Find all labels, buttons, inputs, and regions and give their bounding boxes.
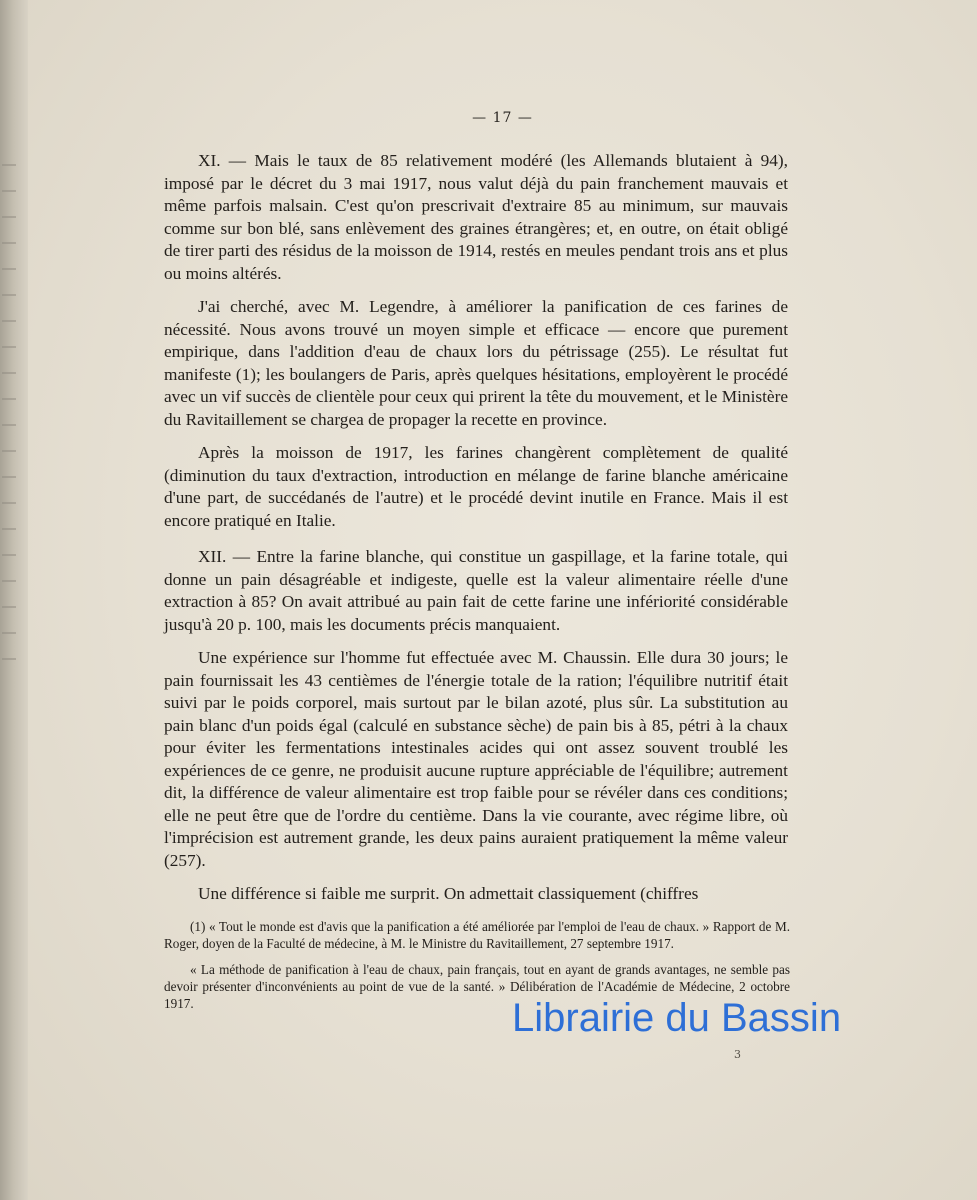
body-text <box>164 136 788 917</box>
book-spine <box>0 0 28 1200</box>
paragraph-section-xii: XII. — Entre la farine blanche, qui constitue un gaspillage, et la farine totale, qui donne un pain désagréable et indigeste, quelle est la valeur alimentaire réelle d'une extraction à 85? On avait attribué au pain fait de cette farine une infériorité considérable jusqu'à 20 p. 100, mais les documents précis manquaient. <box>164 547 788 634</box>
paragraph-moisson-1917: Après la moisson de 1917, les farines changèrent complètement de qualité (diminution du taux d'extraction, introduction en mélange de farine blanche américaine d'une part, de succédanés de l'autre) et le procédé devint inutile en France. Mais il est encore pratiqué en Italie. <box>164 443 788 530</box>
paragraph-difference: Une différence si faible me surprit. On admettait classiquement (chiffres <box>198 884 699 903</box>
footnote-2: « La méthode de panification à l'eau de chaux, pain français, tout en ayant de grands avantages, ne semble pas devoir présenter d'inconvénients au point de vue de la santé. » Délibération de l'Académie de Médecine, 2 octobre 1917. <box>164 962 790 1011</box>
paragraph-experience: Une expérience sur l'homme fut effectuée avec M. Chaussin. Elle dura 30 jours; le pain fournissait les 43 centièmes de l'énergie totale de la ration; l'équilibre nutritif était suivi par le poids corporel, mais surtout par le bilan azoté, plus sûr. La substitution au pain blanc d'un poids égal (calculé en substance sèche) de pain bis à 85, pétri à la chaux pour éviter les fermentations intestinales acides qui ont assez souvent troublé les expériences de ce genre, ne produisit aucune rupture appréciable de l'équilibre; autrement dit, la différence de valeur alimentaire est trop faible pour se révéler dans ces conditions; elle ne peut être que de l'ordre du centième. Dans la vie courante, avec régime libre, où l'imprécision est autrement grande, les deux pains auraient pratiquement la même valeur (257). <box>164 648 788 870</box>
paragraph-section-xi: XI. — Mais le taux de 85 relativement modéré (les Allemands blutaient à 94), imposé par le décret du 3 mai 1917, nous valut déjà du pain franchement mauvais et même parfois malsain. C'est qu'on prescrivait d'extraire 85 au minimum, sur mauvais comme sur bon blé, sans enlèvement des graines étrangères; et, en outre, on était obligé de tirer parti des résidus de la moisson de 1914, restés en meules pendant trois ans et plus ou moins altérés. <box>164 151 788 283</box>
page-number: — 17 — <box>472 110 533 126</box>
watermark: Librairie du Bassin <box>512 996 842 1040</box>
spine-marks <box>2 150 16 670</box>
footnote-1: (1) « Tout le monde est d'avis que la panification a été améliorée par l'emploi de l'eau de chaux. » Rapport de M. Roger, doyen de la Faculté de médecine, à M. le Ministre du Ravitaillement, 27 septembre 1917. <box>164 919 790 951</box>
paragraph-legendre: J'ai cherché, avec M. Legendre, à améliorer la panification de ces farines de nécessité. Nous avons trouvé un moyen simple et efficace — encore que purement empirique, dans l'addition d'eau de chaux lors du pétrissage (255). Le résultat fut manifeste (1); les boulangers de Paris, après quelques hésitations, employèrent le procédé avec un vif succès de clientèle pour ceux qui prirent la tête du mouvement, et le Ministère du Ravitaillement se chargea de propager la recette en province. <box>164 297 788 429</box>
signature-mark: 3 <box>734 1048 741 1061</box>
